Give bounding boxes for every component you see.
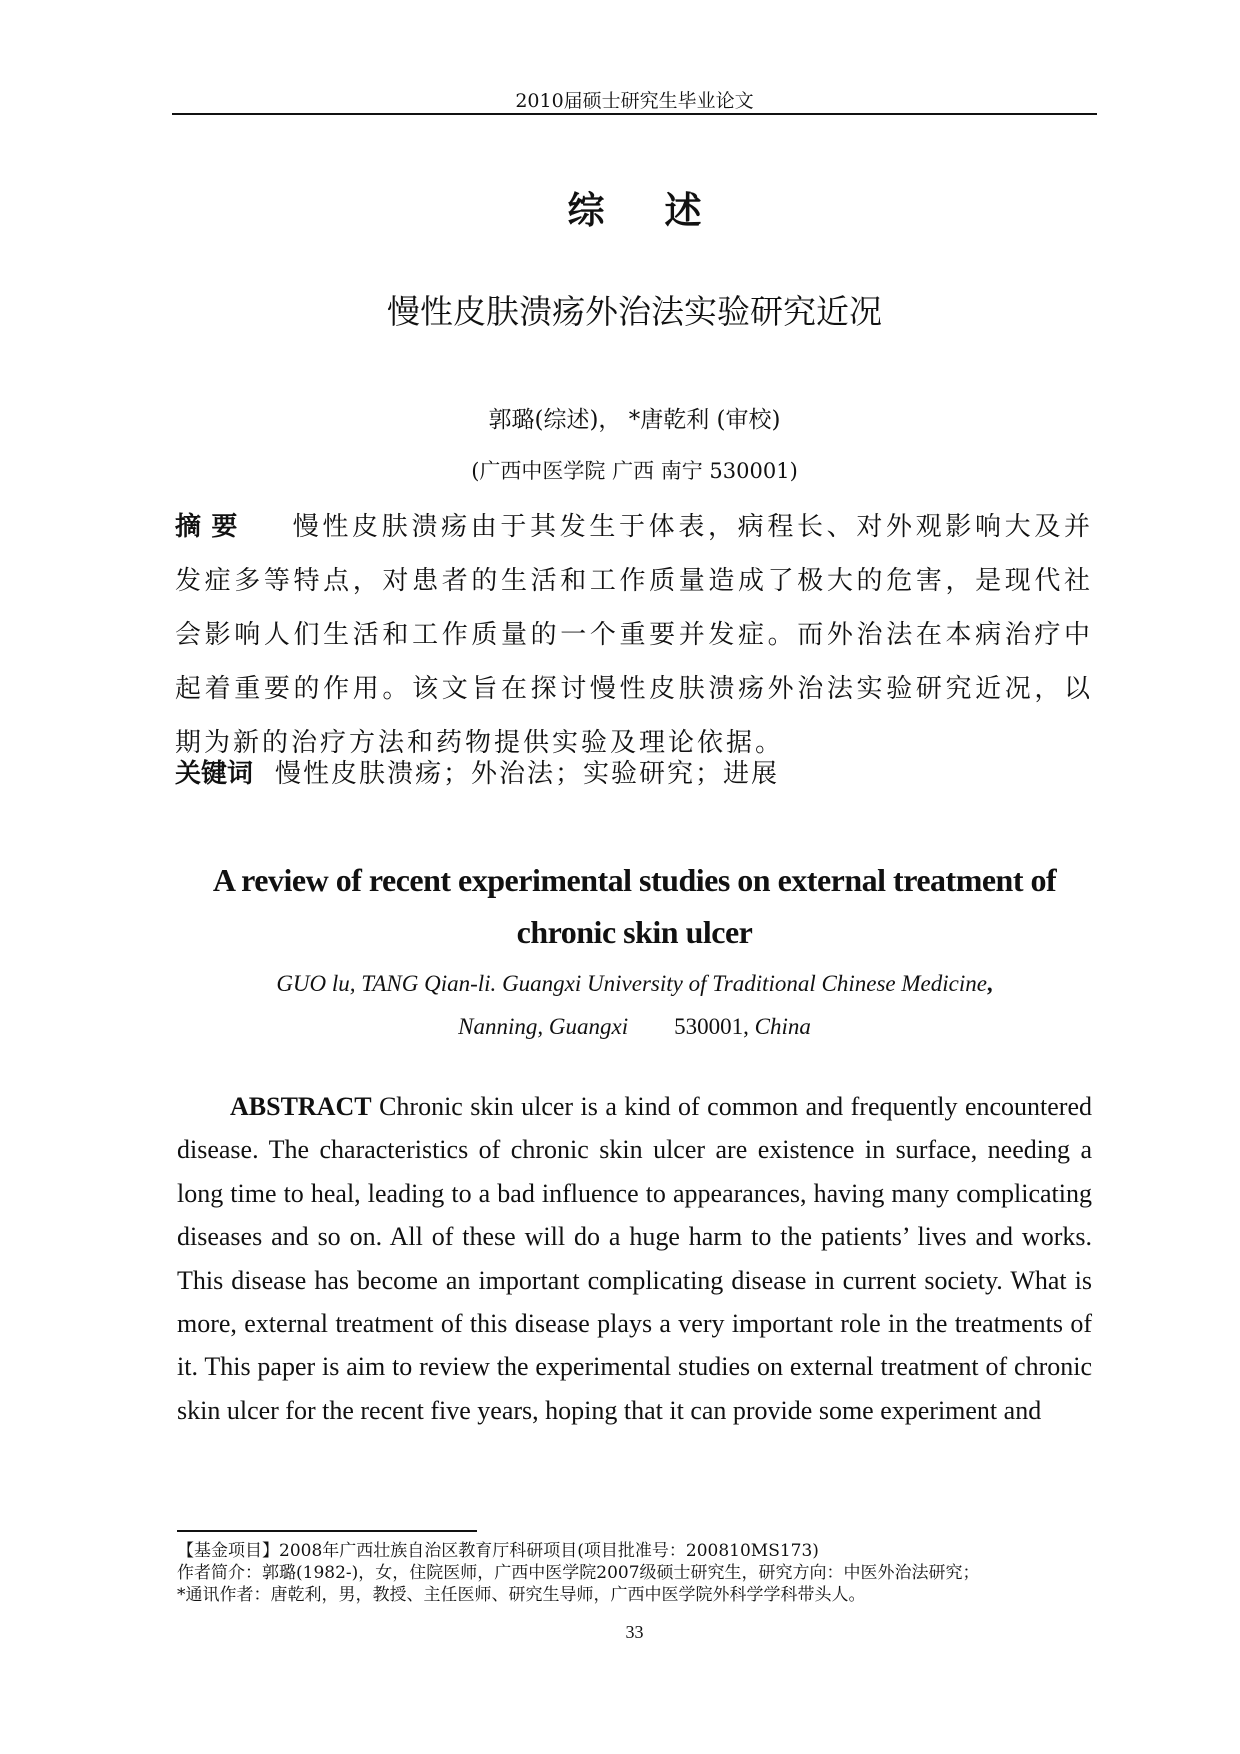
footnote-corresponding: *通讯作者：唐乾利，男，教授、主任医师、研究生导师，广西中医学院外科学学科带头人。 (177, 1585, 866, 1605)
authors-en-names: GUO lu, TANG Qian-li. (276, 971, 497, 996)
abstract-en-text: Chronic skin ulcer is a kind of common and frequently encountered disease. The characteristics of chronic skin ulcer are existence in surface, needing a long time to heal, leading to a bad influence to appearances, having many complicating diseases and so on. All of these will do a huge harm to the patients’ lives and works. This disease has become an important complicating disease in current society. What is more, external treatment of this disease plays a very important role in the treatments of it. This paper is aim to review the experimental studies on external treatment of chronic skin ulcer for the recent five years, hoping that it can provide some experiment and (177, 1092, 1092, 1425)
footnote-rule (177, 1530, 477, 1532)
authors-en-country: China (754, 1014, 811, 1039)
abstract-cn-label: 摘 要 (175, 512, 239, 542)
title-en: A review of recent experimental studies on external treatment of chronic skin ulcer (212, 862, 1057, 950)
page-number: 33 (625, 1622, 644, 1642)
paper-title: 慢性皮肤溃疡外治法实验研究近况 (387, 292, 882, 331)
running-head: 2010届硕士研究生毕业论文 (515, 90, 754, 112)
authors-en-city: Nanning, Guangxi (458, 1014, 629, 1039)
authors-en (172, 962, 1097, 1048)
header-rule (172, 113, 1097, 115)
keywords-cn-text: 慢性皮肤溃疡；外治法；实验研究；进展 (275, 759, 780, 789)
keywords-cn-label: 关键词 (175, 759, 254, 789)
abstract-en (177, 1085, 1092, 1432)
abstract-en-label: ABSTRACT (230, 1092, 372, 1121)
section-title: 综述 (567, 189, 762, 232)
abstract-cn (175, 500, 1093, 770)
affiliation: (广西中医学院 广西 南宁 530001) (471, 459, 798, 483)
footnotes (177, 1540, 1097, 1606)
authors-en-institution: Guangxi University of Traditional Chinese Medicine (502, 971, 987, 996)
authors-en-postcode: 530001, (674, 1014, 749, 1039)
authors-en-line-2 (172, 1005, 1097, 1048)
footnote-funding: 【基金项目】2008年广西壮族自治区教育厅科研项目(项目批准号：200810MS173) (177, 1541, 819, 1561)
abstract-cn-text: 慢性皮肤溃疡由于其发生于体表，病程长、对外观影响大及并发症多等特点，对患者的生活和工作质量造成了极大的危害，是现代社会影响人们生活和工作质量的一个重要并发症。而外治法在本病治疗中起着重要的作用。该文旨在探讨慢性皮肤溃疡外治法实验研究近况，以期为新的治疗方法和药物提供实验及理论依据。 (175, 512, 1093, 758)
authors-en-line-1: GUO lu, TANG Qian-li. Guangxi University of Traditional Chinese Medicine, (276, 971, 993, 996)
authors: 郭璐(综述)， *唐乾利 (审校) (488, 407, 781, 433)
footnote-author-bio: 作者简介：郭璐(1982-)，女，住院医师，广西中医学院2007级硕士研究生，研究方向：中医外治法研究； (177, 1563, 980, 1583)
keywords-cn (175, 754, 1093, 794)
